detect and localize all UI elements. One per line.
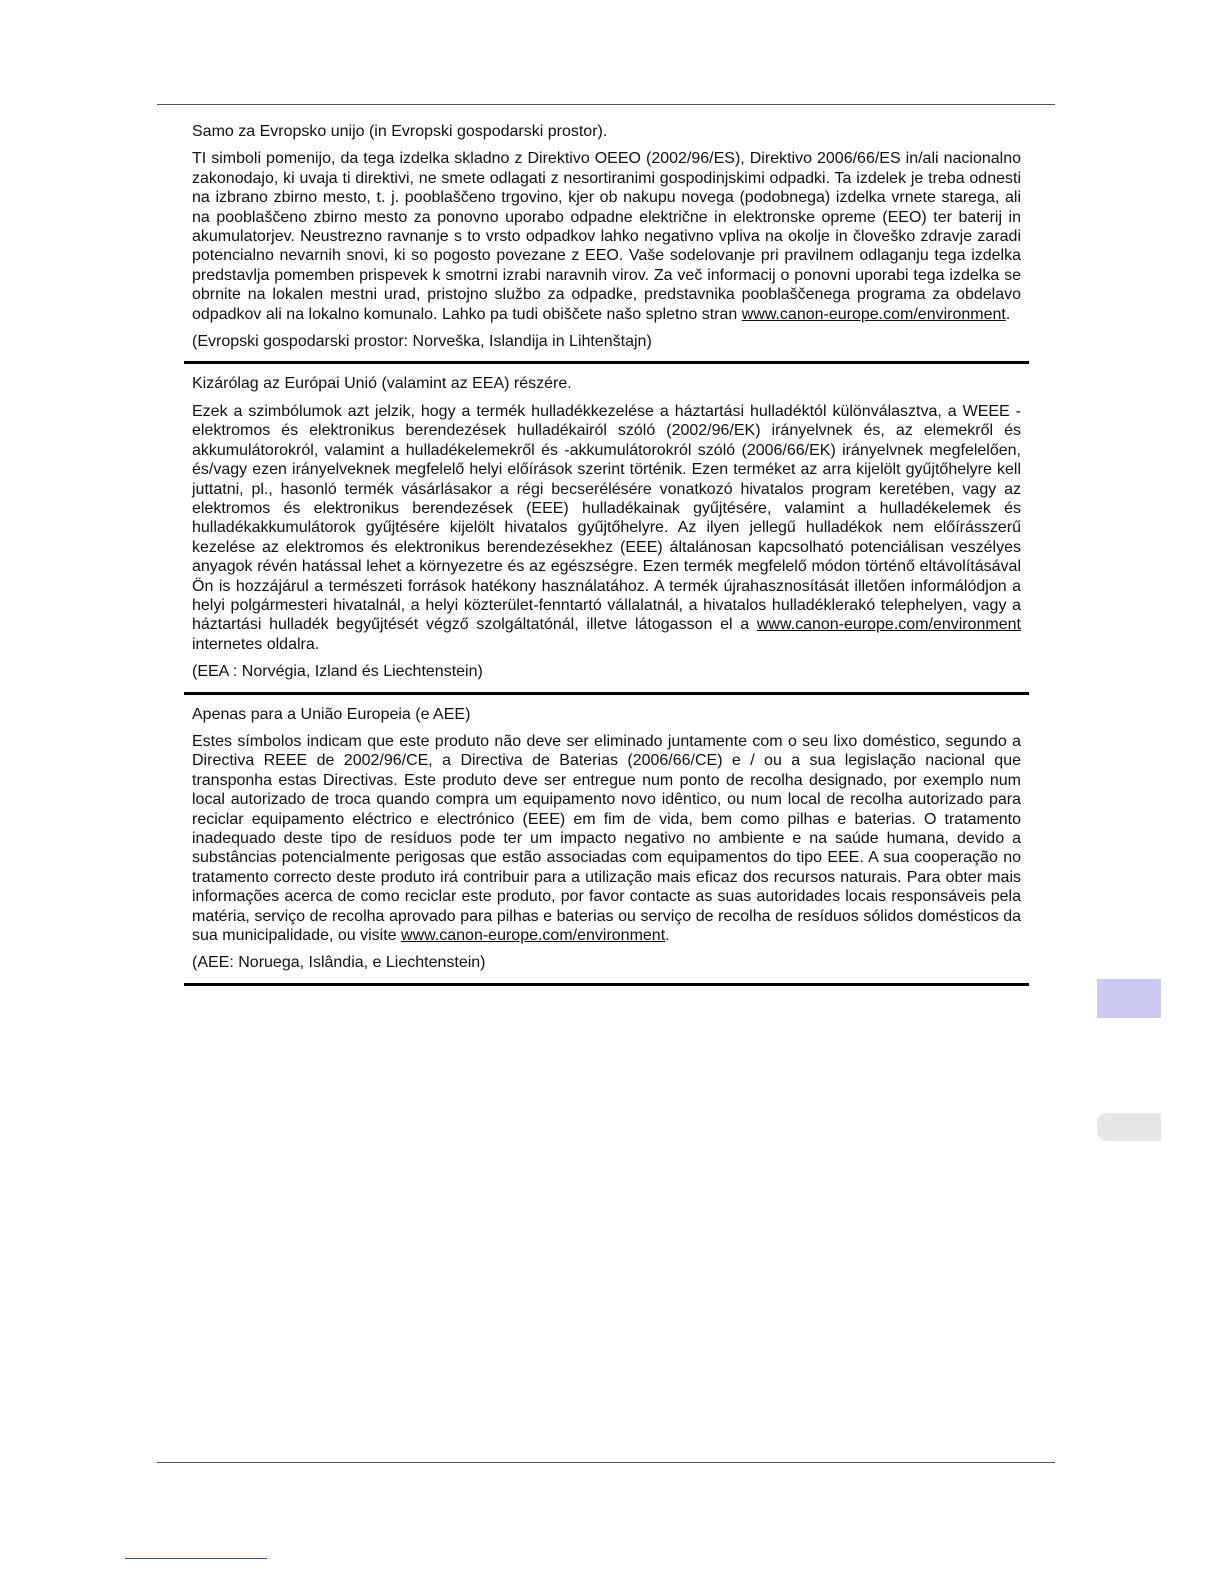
environment-link[interactable]: www.canon-europe.com/environment [401,927,666,945]
body-text: Estes símbolos indicam que este produto não deve ser eliminado juntamente com o seu lixo doméstico, segundo a Directiva REEE de 2002/96/CE, a Directiva de Baterias (2006/66/CE) e / ou a sua legislação nacional que transponha estas Directivas. Este produto deve ser entregue num ponto de recolha designado, por exemplo num local autorizado de troca quando compra um equipamento novo idêntico, ou num local de recolha autorizado para reciclar equipamento eléctrico e electrónico (EEE) em fim de vida, bem como pilhas e baterias. O tratamento inadequado deste tipo de resíduos pode ter um impacto negativo no ambiente e na saúde humana, devido a substâncias potencialmente perigosas que estão associadas com equipamentos do tipo EEE. A sua cooperação no tratamento correcto deste produto irá contribuir para a utilização mais eficaz dos recursos naturais. Para obter mais informações acerca de como reciclar este produto, por favor contacte as suas autoridades locais responsáveis pela matéria, serviço de recolha aprovado para pilhas e baterias ou serviço de recolha de resíduos sólidos domésticos da sua municipalidade, ou visite [192,732,1021,945]
section-portuguese [184,705,1029,986]
section-note: (EEA : Norvégia, Izland és Liechtenstein) [192,663,483,681]
section-body [192,402,1021,654]
footer-rule [157,1462,1055,1463]
environment-link[interactable]: www.canon-europe.com/environment [756,616,1021,634]
body-text: TI simboli pomenijo, da tega izdelka skladno z Direktivo OEEO (2002/96/ES), Direktivo 2006/66/ES in/ali nacionalno zakonodajo, ki uvaja ti direktivi, ne smete odlagati z nesortiranimi gospodinjskimi odpadki. Ta izdelek je treba odnesti na izbrano zbirno mesto, t. j. pooblaščeno trgovino, kjer ob nakupu novega (podobnega) izdelka vrnete starega, ali na pooblaščeno zbirno mesto za ponovno uporabo odpadne električne in elektronske opreme (EEO) ter baterij in akumulatorjev. Neustrezno ravnanje s to vrsto odpadkov lahko negativno vpliva na okolje in človeško zdravje zaradi potencialno nevarnih snovi, ki so pogosto povezane z EEO. Vaše sodelovanje pri pravilnem odlaganju tega izdelka predstavlja pomemben prispevek k smotrni izrabi naravnih virov. Za več informacij o ponovni uporabi tega izdelka se obrnite na lokalen mestni urad, pristojno službo za odpadke, predstavnika pooblaščenega programa za obdelavo odpadkov ali na lokalno komunalo. Lahko pa tudi obiščete našo spletno stran [192,150,1021,323]
section-heading: Samo za Evropsko unijo (in Evropski gospodarski prostor). [192,123,608,140]
environment-link[interactable]: www.canon-europe.com/environment [741,305,1006,323]
body-text-end: . [665,927,670,945]
body-text-end: internetes oldalra. [192,635,320,653]
body-text-end: . [1005,305,1011,323]
footer-link-underline [125,1558,267,1559]
section-hungarian [184,374,1029,694]
section-body [192,732,1021,945]
document-body [184,118,1029,986]
header-rule [157,104,1055,105]
index-tab[interactable] [1097,1113,1161,1141]
section-heading: Kizárólag az Európai Unió (valamint az EEA) részére. [192,375,572,393]
section-slovenian [184,122,1029,364]
body-text: Ezek a szimbólumok azt jelzik, hogy a termék hulladékkezelése a háztartási hulladéktól különválasztva, a WEEE - elektromos és elektronikus berendezések hulladékairól szóló (2002/96/EK) irányelvnek és, az elemekről és akkumulátorokról, valamint a hulladékelemekről és -akkumulátorokról szóló (2006/66/EK) irányelvnek megfelelően, és/vagy ezen irányelveknek megfelelő helyi előírások szerint történik. Ezen terméket az arra kijelölt gyűjtőhelyre kell juttatni, pl., hasonló termék vásárlásakor a régi becserélésére vonatkozó hivatalos program keretében, vagy az elektromos és elektronikus berendezések (EEE) hulladékainak gyűjtésére, valamint a hulladékelemek és hulladékakkumulátorok gyűjtésére kijelölt hivatalos gyűjtőhelyre. Az ilyen jellegű hulladékok nem előírásszerű kezelése az elektromos és elektronikus berendezésekhez (EEE) általánosan kapcsolható potenciálisan veszélyes anyagok révén hatással lehet a környezetre és az egészségre. Ezen termék megfelelő módon történő eltávolításával Ön is hozzájárul a természeti források hatékony használatához. A termék újrahasznosítását illetően informálódjon a helyi polgármesteri hivatalnál, a helyi közterület-fenntartó vállalatnál, a hivatalos hulladéklerakó telephelyen, vagy a háztartási hulladék begyűjtését végző szolgáltatónál, illetve látogasson el a [192,402,1021,634]
section-note: (Evropski gospodarski prostor: Norveška, Islandija in Lihtenštajn) [192,333,652,351]
section-heading: Apenas para a União Europeia (e AEE) [192,705,471,723]
chapter-tab[interactable] [1097,979,1161,1018]
section-note: (AEE: Noruega, Islândia, e Liechtenstein) [192,954,486,972]
section-body [192,149,1021,324]
